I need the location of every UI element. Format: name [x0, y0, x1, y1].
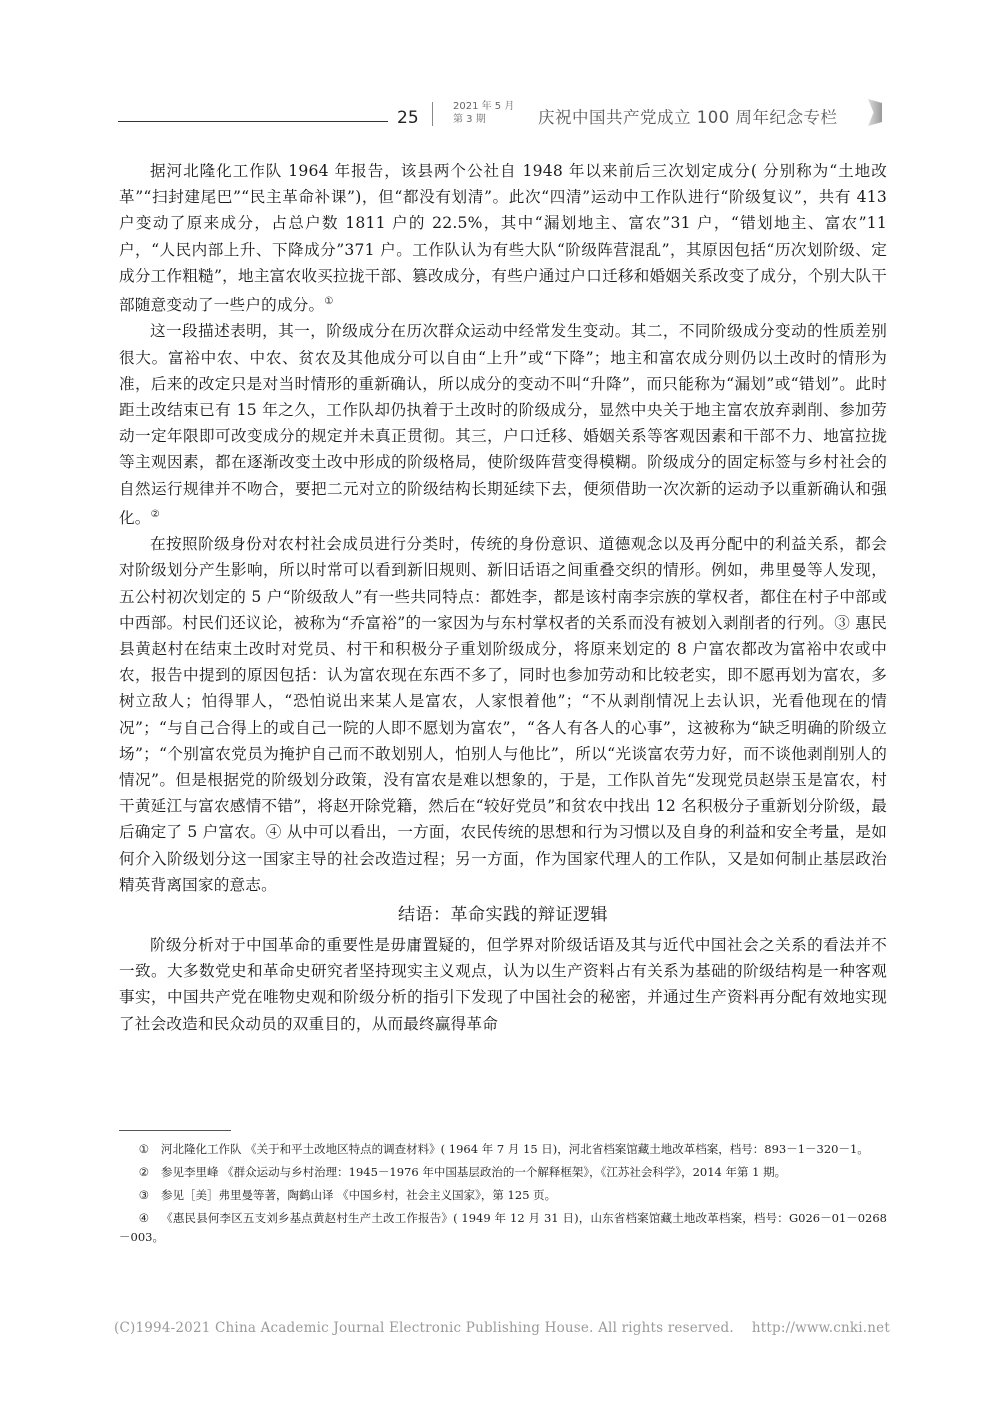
footnote-rule: [119, 1130, 231, 1131]
footnote-ref[interactable]: ②: [150, 508, 160, 520]
issue-number: 第 3 期: [453, 114, 486, 125]
footnote-text: 《惠民县何李区五支刘乡基点黄赵村生产土改工作报告》( 1949 年 12 月 31 日)，山东省档案馆藏土地改革档案，档号：G026－01－0268－003。: [119, 1211, 887, 1244]
footnotes: [119, 1140, 887, 1251]
footnote-mark: ②: [138, 1165, 149, 1179]
copyright-notice: (C)1994-2021 China Academic Journal Electronic Publishing House. All rights reserved. http://www.cnki.net: [113, 1320, 890, 1336]
footnote-mark: ④: [138, 1211, 149, 1225]
footnote: [119, 1163, 887, 1182]
footnote-text: 参见［美］弗里曼等著，陶鹤山译 《中国乡村，社会主义国家》，第 125 页。: [161, 1188, 557, 1202]
footnote-mark: ①: [138, 1142, 149, 1156]
page-number: 25: [397, 108, 419, 128]
header-rule: [118, 121, 388, 122]
issue-date: 2021 年 5 月: [453, 101, 515, 112]
footnote-mark: ③: [138, 1188, 149, 1202]
footnote: [119, 1140, 887, 1159]
article-body: [119, 158, 887, 1037]
paragraph: 在按照阶级身份对农村社会成员进行分类时，传统的身份意识、道德观念以及再分配中的利益关系，都会对阶级划分产生影响，所以时常可以看到新旧规则、新旧话语之间重叠交织的情形。例如，弗里曼等人发现，五公村初次划定的 5 户“阶级敌人”有一些共同特点：都姓李，都是该村南李宗族的掌权者，都住在村子中部或中西部。村民们还议论，被称为“乔富裕”的一家因为与东村掌权者的关系而没有被划入剥削者的行列。③ 惠民县黄赵村在结束土改时对党员、村干和积极分子重划阶级成分，将原来划定的 8 户富农都改为富裕中农或中农，报告中提到的原因包括：认为富农现在东西不多了，同时也参加劳动和比较老实，即不愿再划为富农，多树立敌人；怕得罪人，“恐怕说出来某人是富农，人家恨着他”；“不从剥削情况上去认识，光看他现在的情况”；“与自己合得上的或自己一院的人即不愿划为富农”，“各人有各人的心事”，这被称为“缺乏明确的阶级立场”；“个别富农党员为掩护自己而不敢划别人，怕别人与他比”，所以“光谈富农劳力好，而不谈他剥削别人的情况”。但是根据党的阶级划分政策，没有富农是难以想象的，于是，工作队首先“发现党员赵崇玉是富农，村干黄延江与富农感情不错”，将赵开除党籍，然后在“较好党员”和贫农中找出 12 名积极分子重新划分阶级，最后确定了 5 户富农。④ 从中可以看出，一方面，农民传统的思想和行为习惯以及自身的利益和安全考量，是如何介入阶级划分这一国家主导的社会改造过程；另一方面，作为国家代理人的工作队，又是如何制止基层政治精英背离国家的意志。: [119, 535, 887, 894]
section-heading: 结语：革命实践的辩证逻辑: [398, 905, 608, 926]
paragraph: 阶级分析对于中国革命的重要性是毋庸置疑的，但学界对阶级话语及其与近代中国社会之关系的看法并不一致。大多数党史和革命史研究者坚持现实主义观点，认为以生产资料占有关系为基础的阶级结构是一种客观事实，中国共产党在唯物史观和阶级分析的指引下发现了中国社会的秘密，并通过生产资料再分配有效地实现了社会改造和民众动员的双重目的，从而最终赢得革命: [119, 936, 887, 1033]
page-corner-mark: [868, 99, 882, 126]
footnote-ref[interactable]: ①: [324, 296, 334, 308]
footnote: [119, 1186, 887, 1205]
paragraph: 据河北隆化工作队 1964 年报告，该县两个公社自 1948 年以来前后三次划定成分( 分别称为“土地改革”“扫封建尾巴”“民主革命补课”)，但“都没有划清”。此次“四清”运动中工作队进行“阶级复议”，共有 413 户变动了原来成分，占总户数 1811 户的 22.5%，其中“漏划地主、富农”31 户，“错划地主、富农”11 户，“人民内部上升、下降成分”371 户。工作队认为有些大队“阶级阵营混乱”，其原因包括“历次划阶级、定成分工作粗糙”，地主富农收买拉拢干部、篡改成分，有些户通过户口迁移和婚姻关系改变了成分，个别大队干部随意变动了一些户的成分。①: [119, 162, 887, 315]
column-title: 庆祝中国共产党成立 100 周年纪念专栏: [538, 108, 838, 127]
issue-info: [453, 100, 514, 126]
header-separator: [432, 102, 433, 126]
footnote-text: 参见李里峰 《群众运动与乡村治理：1945－1976 年中国基层政治的一个解释框架》，《江苏社会科学》，2014 年第 1 期。: [161, 1165, 787, 1179]
footnote: [119, 1209, 887, 1247]
footnote-text: 河北隆化工作队 《关于和平土改地区特点的调查材料》( 1964 年 7 月 15 日)，河北省档案馆藏土地改革档案，档号：893－1－320－1。: [161, 1142, 869, 1156]
paragraph: 这一段描述表明，其一，阶级成分在历次群众运动中经常发生变动。其二，不同阶级成分变动的性质差别很大。富裕中农、中农、贫农及其他成分可以自由“上升”或“下降”；地主和富农成分则仍以土改时的情形为准，后来的改定只是对当时情形的重新确认，所以成分的变动不叫“升降”，而只能称为“漏划”或“错划”。此时距土改结束已有 15 年之久，工作队却仍执着于土改时的阶级成分，显然中央关于地主富农放弃剥削、参加劳动一定年限即可改变成分的规定并未真正贯彻。其三，户口迁移、婚姻关系等客观因素和干部不力、地富拉拢等主观因素，都在逐渐改变土改中形成的阶级格局，使阶级阵营变得模糊。阶级成分的固定标签与乡村社会的自然运行规律并不吻合，要把二元对立的阶级结构长期延续下去，便须借助一次次新的运动予以重新确认和强化。②: [119, 322, 887, 528]
